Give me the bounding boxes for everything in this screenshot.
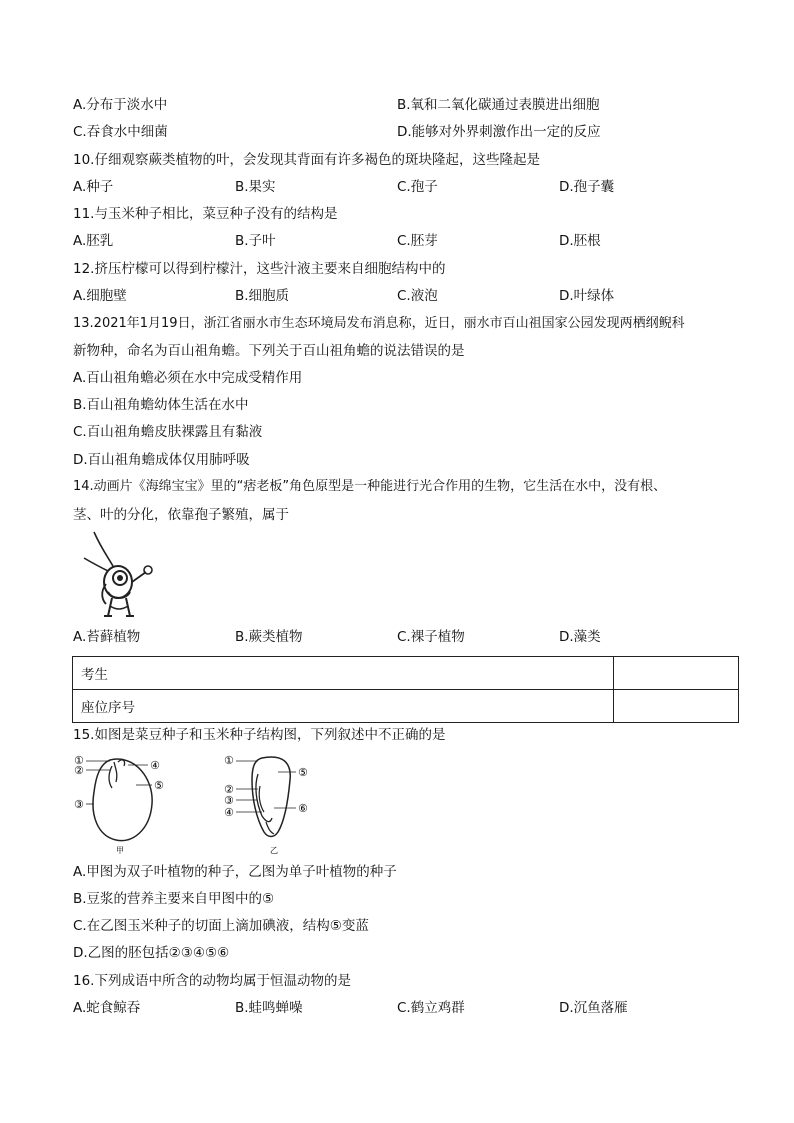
q15-option-c: C.在乙图玉米种子的切面上滴加碘液，结构⑤变蓝 [73,918,369,934]
plankton-character-illustration [72,530,162,625]
q16-option-a: A.蛇食鲸吞 [73,1000,141,1016]
jia-label-4: ④ [150,759,160,772]
q9-option-d: D.能够对外界刺激作出一定的反应 [397,124,601,140]
q10-option-d: D.孢子囊 [559,179,615,195]
q16-option-d: D.沉鱼落雁 [559,1000,628,1016]
bean-seed-diagram [72,752,182,856]
jia-label-3: ③ [74,798,84,811]
q10-option-c: C.孢子 [397,179,438,195]
q12-option-b: B.细胞质 [235,288,290,304]
yi-label-6: ⑥ [298,802,308,815]
fig-jia-caption: 甲 [116,846,124,855]
q13-option-c: C.百山祖角蟾皮肤裸露且有黏液 [73,424,263,440]
q13-option-b: B.百山祖角蟾幼体生活在水中 [73,397,249,413]
q14-option-c: C.裸子植物 [397,629,465,645]
q13-stem-line1: 13.2021年1月19日，浙江省丽水市生态环境局发布消息称，近日，丽水市百山祖国家公园发现两栖纲鲵科 [73,316,685,331]
q11-option-d: D.胚根 [559,233,601,249]
q14-stem-line2: 茎、叶的分化，依靠孢子繁殖，属于 [73,507,289,523]
jia-label-1: ① [74,754,84,767]
q10-option-a: A.种子 [73,179,114,195]
jia-label-5: ⑤ [154,779,164,792]
q14-option-b: B.蕨类植物 [235,629,303,645]
q14-option-a: A.苔藓植物 [73,629,141,645]
q10-stem: 10.仔细观察蕨类植物的叶，会发现其背面有许多褐色的斑块隆起，这些隆起是 [73,152,540,168]
q9-option-c: C.吞食水中细菌 [73,124,168,140]
q11-option-c: C.胚芽 [397,233,438,249]
q12-option-d: D.叶绿体 [559,288,615,304]
q15-option-b: B.豆浆的营养主要来自甲图中的⑤ [73,891,275,907]
q15-option-d: D.乙图的胚包括②③④⑤⑥ [73,945,230,961]
q12-option-a: A.细胞壁 [73,288,127,304]
q16-stem: 16.下列成语中所含的动物均属于恒温动物的是 [73,973,351,989]
examinee-field[interactable] [614,657,739,690]
seat-number-field[interactable] [614,690,739,723]
q13-stem-line2: 新物种，命名为百山祖角蟾。下列关于百山祖角蟾的说法错误的是 [73,343,465,359]
yi-label-1: ① [224,754,234,767]
q11-stem: 11.与玉米种子相比，菜豆种子没有的结构是 [73,206,338,222]
q12-option-c: C.液泡 [397,288,438,304]
q9-option-b: B.氧和二氧化碳通过表膜进出细胞 [397,97,600,113]
yi-label-2: ② [224,783,234,796]
examinee-seat-table [72,656,739,723]
q10-option-b: B.果实 [235,179,276,195]
yi-label-4: ④ [224,806,234,819]
fig-yi-caption: 乙 [270,846,278,855]
q9-option-a: A.分布于淡水中 [73,97,168,113]
q11-option-b: B.子叶 [235,233,276,249]
q14-option-d: D.藻类 [559,629,601,645]
q12-stem: 12.挤压柠檬可以得到柠檬汁，这些汁液主要来自细胞结构中的 [73,261,446,277]
q15-stem: 15.如图是菜豆种子和玉米种子结构图，下列叙述中不正确的是 [73,727,446,743]
yi-label-3: ③ [224,794,234,807]
jia-label-2: ② [74,764,84,777]
q11-option-a: A.胚乳 [73,233,114,249]
q16-option-b: B.蛙鸣蝉噪 [235,1000,303,1016]
yi-label-5: ⑤ [298,766,308,779]
examinee-label: 考生 [73,657,614,690]
q13-option-a: A.百山祖角蟾必须在水中完成受精作用 [73,370,303,386]
q14-stem-line1: 14.动画片《海绵宝宝》里的“痞老板”角色原型是一种能进行光合作用的生物，它生活在水中，没有根、 [73,479,667,494]
q13-option-d: D.百山祖角蟾成体仅用肺呼吸 [73,452,250,468]
q15-option-a: A.甲图为双子叶植物的种子，乙图为单子叶植物的种子 [73,864,397,880]
seat-number-label: 座位序号 [73,690,614,723]
corn-seed-diagram [222,752,332,856]
q16-option-c: C.鹤立鸡群 [397,1000,465,1016]
